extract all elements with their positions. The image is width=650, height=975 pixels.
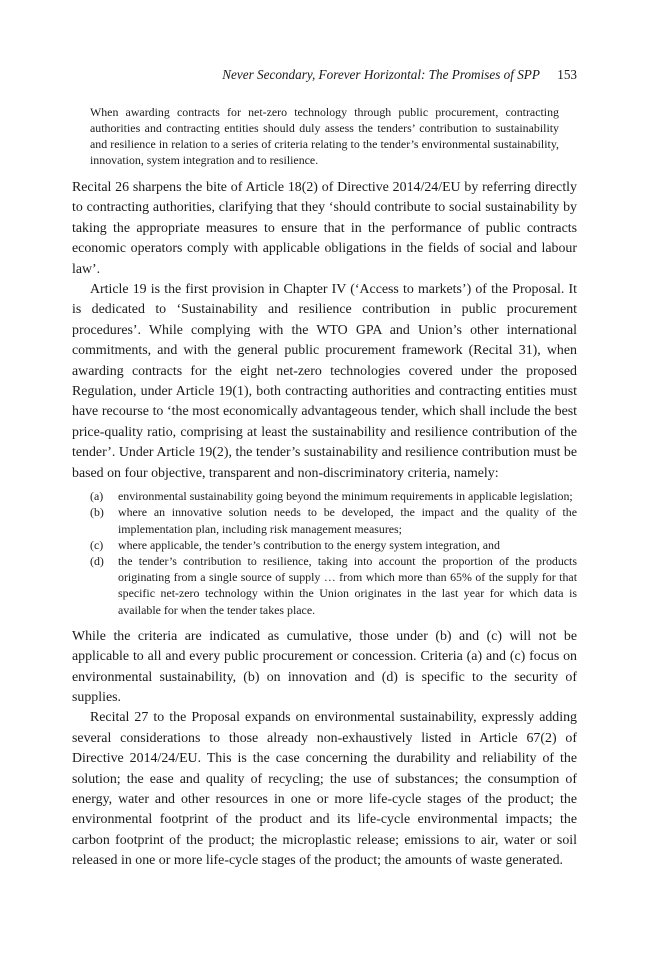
- page-header: [72, 66, 577, 84]
- criteria-list: [90, 488, 577, 618]
- criteria-item: [90, 553, 577, 618]
- criteria-marker: (d): [90, 553, 104, 568]
- paragraph-criteria-cumulative: While the criteria are indicated as cumulative, those under (b) and (c) will not be applicable to all and every public procurement or concession. Criteria (a) and (c) focus on environmental sustainability, (b) on innovation and (d) is specific to the security of supplies.: [72, 628, 577, 705]
- criteria-text: the tender’s contribution to resilience, taking into account the proportion of the products originating from a single source of supply … from which more than 65% of the supply for that specific net-zero technology within the Union originates in the last year for which data is available for when the tender takes place.: [118, 553, 577, 617]
- criteria-item: [90, 504, 577, 536]
- paragraph-article-19: Article 19 is the first provision in Chapter IV (‘Access to markets’) of the Proposal. It is dedicated to ‘Sustainability and resilience contribution in public procurement procedures’. While complying with the WTO GPA and Union’s other international commitments, and with the general public procurement framework (Recital 31), when awarding contracts for the eight net-zero technologies covered under the proposed Regulation, under Article 19(1), both contracting authorities and contracting entities must have recourse to ‘the most economically advantageous tender, which shall include the best price-quality ratio, comprising at least the sustainability and resilience contribution of the tender’. Under Article 19(2), the tender’s sustainability and resilience contribution must be based on four objective, transparent and non-discriminatory criteria, namely:: [72, 282, 577, 481]
- criteria-marker: (b): [90, 505, 104, 520]
- running-title: Never Secondary, Forever Horizontal: The Promises of SPP: [222, 67, 540, 82]
- block-quote: When awarding contracts for net-zero technology through public procurement, contracting authorities and contracting entities should duly assess the tenders’ contribution to sustainability and resilience in relation to a series of criteria relating to the tender’s environmental sustainability, innovation, system integration and to resilience.: [90, 105, 559, 167]
- criteria-item: [90, 537, 577, 553]
- page-number: 153: [557, 67, 577, 82]
- criteria-item: [90, 488, 577, 504]
- criteria-marker: (c): [90, 537, 104, 552]
- criteria-text: where applicable, the tender’s contribution to the energy system integration, and: [118, 537, 500, 552]
- criteria-text: where an innovative solution needs to be developed, the impact and the quality of the implementation plan, including risk management measures;: [118, 505, 577, 536]
- page-content: [72, 104, 577, 872]
- paragraph-recital-27: Recital 27 to the Proposal expands on environmental sustainability, expressly adding several considerations to those already non-exhaustively listed in Article 67(2) of Directive 2014/24/EU. This is the case concerning the durability and reliability of the solution; the ease and quality of recycling; the use of substances; the consumption of energy, water and other resources in one or more life-cycle stages of the product; the environmental footprint of the product and its life-cycle environmental impacts; the carbon footprint of the product; the microplastic release; emissions to air, water or soil released in one or more life-cycle stages of the product; the amounts of waste generated.: [72, 710, 577, 869]
- criteria-marker: (a): [90, 489, 104, 504]
- paragraph-recital-26: Recital 26 sharpens the bite of Article 18(2) of Directive 2014/24/EU by referring directly to contracting authorities, clarifying that they ‘should contribute to social sustainability by taking the appropriate measures to ensure that in the performance of public contracts economic operators comply with applicable obligations in the fields of social and labour law’.: [72, 180, 577, 277]
- criteria-text: environmental sustainability going beyond the minimum requirements in applicable legislation;: [118, 489, 573, 504]
